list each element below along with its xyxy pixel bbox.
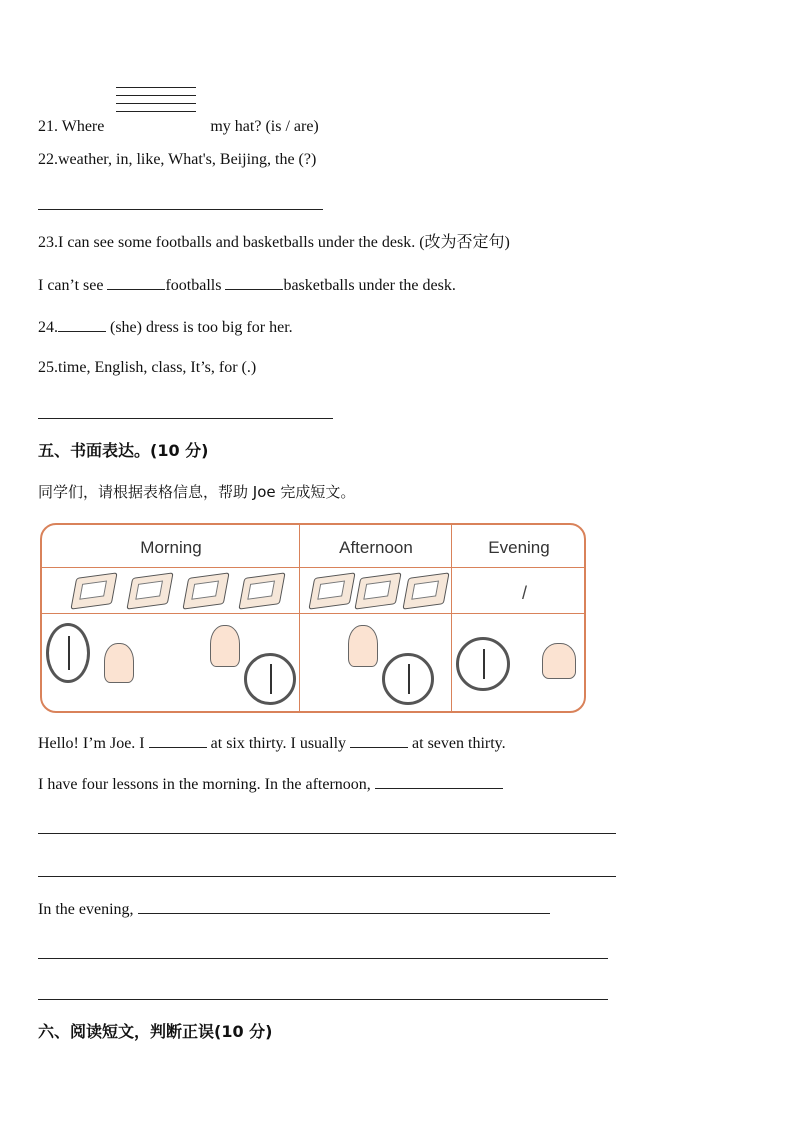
boy-sleeping-icon: [542, 643, 576, 679]
s1-blank-2[interactable]: [350, 732, 408, 748]
table-divider-2: [451, 525, 452, 711]
s1-text-a: Hello! I’m Joe. I: [38, 735, 145, 752]
q24-number: 24.: [38, 319, 58, 336]
s2-blank[interactable]: [375, 773, 503, 789]
writing-line-4[interactable]: [38, 999, 608, 1000]
question-25: 25.time, English, class, It’s, for (.): [38, 359, 257, 376]
writing-line-1[interactable]: [38, 833, 616, 834]
boy-waking-icon: [104, 643, 134, 683]
question-21: [38, 107, 319, 137]
question-24: [38, 316, 293, 338]
clock-icon: [46, 623, 90, 683]
evening-mark: /: [522, 583, 528, 603]
q24-text: (she) dress is too big for her.: [110, 319, 293, 336]
s3-blank[interactable]: [138, 898, 550, 914]
book-icon: [182, 572, 229, 609]
question-22: 22.weather, in, like, What's, Beijing, the (?): [38, 151, 317, 168]
question-21-number: 21: [38, 118, 54, 135]
question-23: 23.I can see some footballs and basketballs under the desk. (改为否定句): [38, 234, 510, 251]
q23-text-a: I can’t see: [38, 277, 104, 294]
question-21-answer-lines[interactable]: [116, 107, 196, 137]
section-6-title: 六、阅读短文，判断正误(10 分): [38, 1022, 273, 1041]
header-afternoon: Afternoon: [339, 538, 413, 557]
question-25-answer-line[interactable]: [38, 418, 333, 419]
boy-walking-icon: [210, 625, 240, 667]
writing-line-2[interactable]: [38, 876, 616, 877]
s1-text-c: at seven thirty.: [412, 735, 506, 752]
question-21-text-after: my hat? (is / are): [210, 118, 319, 135]
schedule-table: [40, 523, 586, 713]
section-5-title: 五、书面表达。(10 分): [38, 441, 209, 460]
book-icon: [238, 572, 285, 609]
q23-text-b: footballs: [165, 277, 222, 294]
question-21-text-before: . Where: [54, 118, 105, 135]
book-icon: [402, 572, 449, 609]
writing-line-3[interactable]: [38, 958, 608, 959]
question-23-rewrite: [38, 274, 456, 296]
writing-sentence-3: [38, 898, 550, 920]
s3-text: In the evening,: [38, 901, 134, 918]
table-rule-1: [42, 567, 584, 568]
section-5-instruction: 同学们，请根据表格信息，帮助 Joe 完成短文。: [38, 483, 356, 501]
book-icon: [70, 572, 117, 609]
question-22-answer-line[interactable]: [38, 209, 323, 210]
q23-blank-1[interactable]: [107, 274, 165, 290]
q24-blank[interactable]: [58, 316, 106, 332]
book-icon: [126, 572, 173, 609]
clock-icon: [244, 653, 296, 705]
table-rule-2: [42, 613, 584, 614]
q23-text-c: basketballs under the desk.: [283, 277, 456, 294]
s2-text: I have four lessons in the morning. In the afternoon,: [38, 776, 371, 793]
book-icon: [308, 572, 355, 609]
q23-blank-2[interactable]: [225, 274, 283, 290]
table-divider-1: [299, 525, 300, 711]
book-icon: [354, 572, 401, 609]
clock-icon: [456, 637, 510, 691]
s1-blank-1[interactable]: [149, 732, 207, 748]
header-morning: Morning: [140, 538, 202, 557]
clock-icon: [382, 653, 434, 705]
writing-sentence-2: [38, 773, 503, 795]
header-evening: Evening: [488, 538, 550, 557]
s1-text-b: at six thirty. I usually: [210, 735, 347, 752]
boy-walking-icon: [348, 625, 378, 667]
writing-sentence-1: [38, 732, 506, 754]
